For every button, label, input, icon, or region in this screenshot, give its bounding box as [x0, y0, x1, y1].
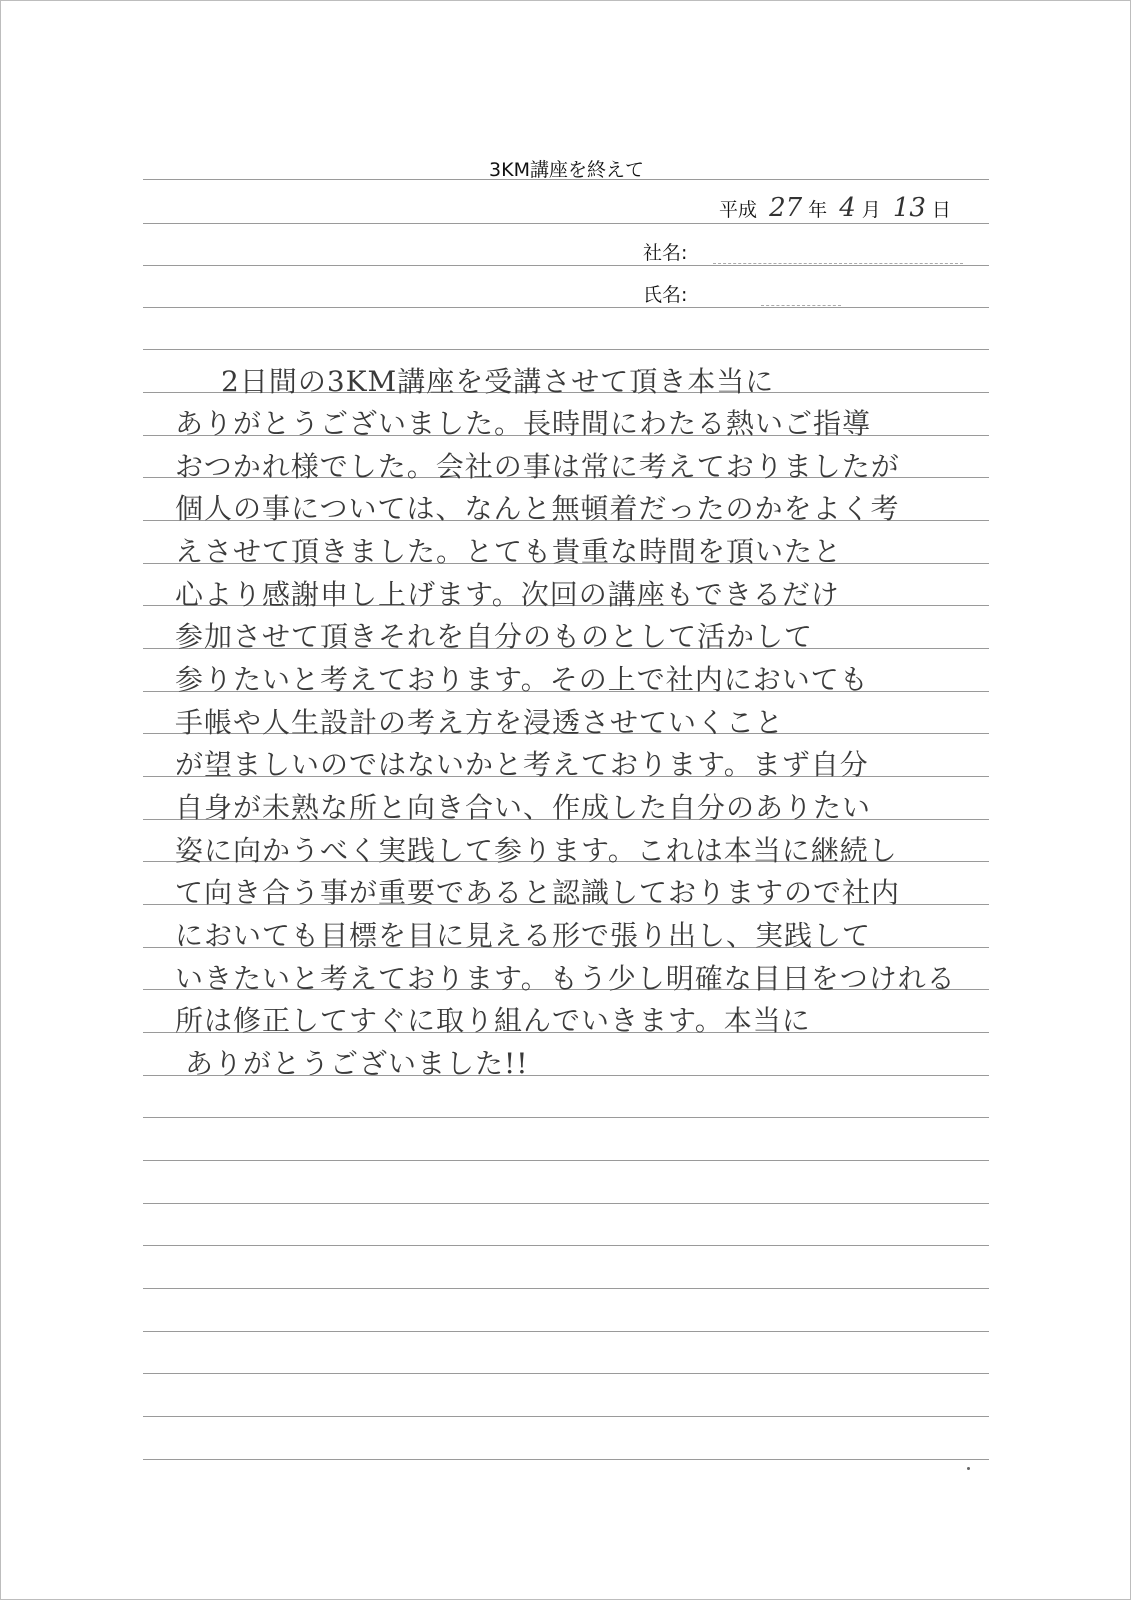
body-line: 心より感謝申し上げます。次回の講座もできるだけ	[175, 578, 840, 611]
date-year-unit: 年	[808, 199, 828, 221]
body-line: おつかれ様でした。会社の事は常に考えておりましたが	[175, 450, 900, 483]
ruled-line	[143, 179, 989, 180]
body-line: 所は修正してすぐに取り組んでいきます。本当に	[175, 1004, 811, 1037]
name-field-redacted	[761, 305, 841, 306]
body-line: 自身が未熟な所と向き合い、作成した自分のありたい	[175, 791, 872, 824]
date-year: 27	[769, 193, 803, 223]
body-line: 手帳や人生設計の考え方を浸透させていくこと	[175, 706, 785, 739]
date-day-unit: 日	[931, 199, 951, 221]
ruled-line	[143, 1117, 989, 1118]
ruled-line	[143, 1245, 989, 1246]
body-line: 個人の事については、なんと無頓着だったのかをよく考	[175, 492, 900, 525]
company-field-redacted	[713, 263, 963, 264]
ruled-line	[143, 223, 989, 224]
name-label: 氏名:	[643, 284, 688, 306]
body-line: て向き合う事が重要であると認識しておりますので社内	[175, 876, 901, 909]
body-line: 2日間の3KM講座を受講させて頂き本当に	[221, 365, 775, 398]
ruled-line	[143, 307, 989, 308]
date-day: 13	[892, 193, 926, 223]
ruled-line	[143, 1416, 989, 1417]
body-line: いきたいと考えております。もう少し明確な目日をつけれる	[175, 962, 956, 995]
body-line: 参りたいと考えております。その上で社内においても	[175, 663, 869, 696]
ruled-line	[143, 1160, 989, 1161]
date-row	[719, 193, 951, 223]
body-line: 姿に向かうべく実践して参ります。これは本当に継続し	[175, 834, 898, 867]
document-title: 3KM講座を終えて	[489, 159, 644, 181]
date-month: 4	[839, 193, 856, 223]
body-line: が望ましいのではないかと考えております。まず自分	[175, 748, 869, 781]
ruled-line	[143, 265, 989, 266]
ruled-line	[143, 1203, 989, 1204]
body-line: ありがとうございました。長時間にわたる熱いご指導	[175, 407, 872, 440]
body-line: 参加させて頂きそれを自分のものとして活かして	[175, 620, 814, 653]
body-line: ありがとうございました!!	[185, 1047, 529, 1080]
date-era: 平成	[719, 199, 758, 221]
ruled-line	[143, 1288, 989, 1289]
company-label: 社名:	[643, 242, 688, 264]
stray-mark	[967, 1467, 970, 1470]
ruled-line	[143, 349, 989, 350]
body-line: えさせて頂きました。とても貴重な時間を頂いたと	[175, 535, 843, 568]
body-line: においても目標を目に見える形で張り出し、実践して	[175, 919, 872, 952]
ruled-line	[143, 1373, 989, 1374]
date-month-unit: 月	[861, 199, 881, 221]
ruled-line	[143, 1459, 989, 1460]
ruled-line	[143, 1331, 989, 1332]
